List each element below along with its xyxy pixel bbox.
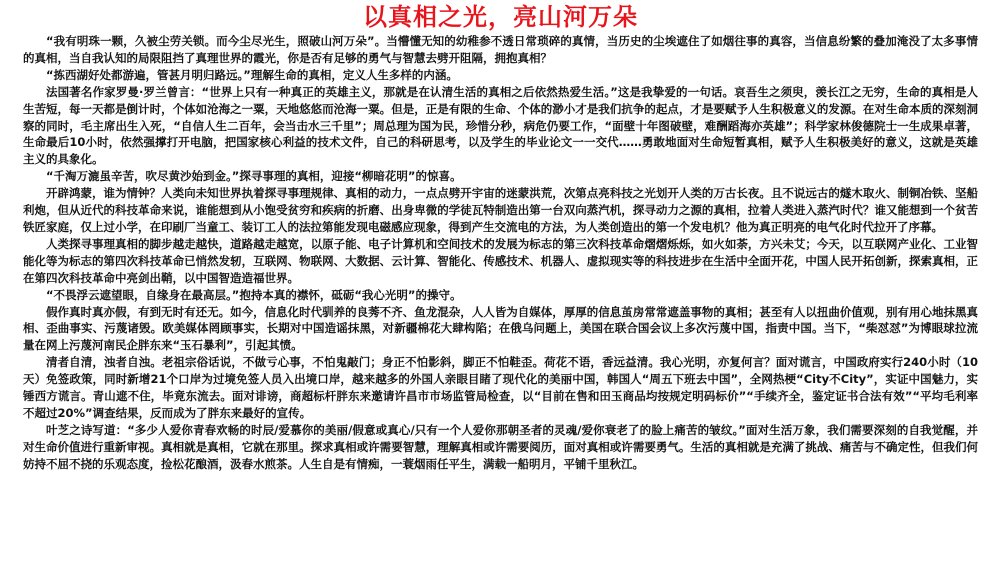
paragraph: “千淘万漉虽辛苦，吹尽黄沙始到金。”探寻事理的真相，迎接“柳暗花明”的惊喜。 <box>46 169 462 184</box>
essay-body <box>23 33 978 473</box>
paragraph: 开辟鸿蒙，谁为情钟？人类向未知世界执着探寻事理规律、真相的动力，一点点劈开宇宙的迷蒙洪荒，次第点亮科技之光划开人类的万古长夜。且不说远古的燧木取火、制铜冶铁、坚船利炮，但从近代的科技革命来说，谁能想到从小饱受贫穷和疾病的折磨、出身卑微的学徒瓦特制造出第一台双向蒸汽机，探寻动力之源的真相，拉着人类进入蒸汽时代？谁又能想到一个贫苦铁匠家庭，仅上过小学，在印刷厂当童工、装订工人的法拉第能发现电磁感应现象，得到产生交流电的方法，为人类创造出的第一个发电机？他为真正明亮的电气化时代拉开了序幕。 <box>23 186 978 234</box>
paragraph: 假作真时真亦假，有到无时有还无。如今，信息化时代驯养的良莠不齐、鱼龙混杂，人人皆为自媒体，厚厚的信息茧房常常遮盖事物的真相；甚至有人以扭曲价值观，别有用心地抹黑真相、歪曲事实、污蔑诸毁。欧美媒体罔顾事实，长期对中国造谣抹黑，对新疆棉花大肆构陷；在俄乌问题上，美国在联合国会议上多次污蔑中国，指责中国。当下，“柴怼怼”为博眼球拉流量在网上污蔑河南民企胖东来“玉石暴利”，引起其愤。 <box>23 304 978 353</box>
paragraph: 人类探寻事理真相的脚步越走越快，道路越走越宽，以原子能、电子计算机和空间技术的发展为标志的第三次科技革命熠熠烁烁，如火如荼，方兴未艾；今天，以互联网产业化、工业智能化等为标志的第四次科技革命已悄然发轫，互联网、物联网、大数据、云计算、智能化、传感技术、机器人、虚拟现实等的科技进步在生活中全面开花，中国人民开拓创新，探索真相，正在第四次科技革命中亮剑出鞘，以中国智造造福世界。 <box>23 236 978 285</box>
paragraph: 法国著名作家罗曼·罗兰曾言：“世界上只有一种真正的英雄主义，那就是在认清生活的真相之后依然热爱生活。”这是我挚爱的一句话。哀吾生之须臾，羡长江之无穷，生命的真相是人生苦短，每一天都是倒计时，个体如沧海之一粟，天地悠悠而沧海一粟。但是，正是有限的生命、个体的渺小才是我们抗争的起点，才是要赋予人生积极意义的发源。在对生命本质的深刻洞察的同时，毛主席出生入死，“自信人生二百年，会当击水三千里”；周总理为国为民，珍惜分秒，病危仍要工作，“面壁十年图破壁，难酬蹈海亦英雄”；科学家林俊德院士一生成果卓著，生命最后10小时，依然强撑打开电脑，把国家核心利益的技术文件，自己的科研思考，以及学生的毕业论文一一交代……勇敢地面对生命短暂真相，赋予人生积极美好的意义，这就是英雄主义的具象化。 <box>23 84 978 167</box>
paragraph: 叶芝之诗写道：“多少人爱你青春欢畅的时辰/爱慕你的美丽/假意或真心/只有一个人爱你那朝圣者的灵魂/爱你衰老了的脸上痛苦的皱纹。”面对生活万象，我们需要深刻的自我觉醒，并对生命价值进行重新审视。真相就是真相，它就在那里。探求真相或许需要智慧，理解真相或许需要阅历，面对真相或许需要勇气。生活的真相就是充满了挑战、痛苦与不确定性，但我们何妨持不屈不挠的乐观态度，捡松花酿酒，汲春水煎茶。人生自是有情痴，一蓑烟雨任平生，满载一船明月，平铺千里秋江。 <box>23 422 978 471</box>
paragraph: “我有明珠一颗，久被尘劳关锁。而今尘尽光生，照破山河万朵”。当懵懂无知的幼稚参不透日常琐碎的真情，当历史的尘埃遮住了如烟往事的真容，当信息纷繁的叠加淹没了太多事情的真相，当自我认知的局限阻挡了真理世界的霞光，你是否有足够的勇气与智慧去劈开阻隔，拥抱真相？ <box>23 34 978 65</box>
paragraph: 清者自清，浊者自浊。老祖宗俗话说，不做亏心事，不怕鬼敲门；身正不怕影斜，脚正不怕鞋歪。荷花不语，香远益清。我心光明，亦复何言？面对谎言，中国政府实行240小时（10天）免签政策，同时新增21个口岸为过境免签人员入出境口岸，越来越多的外国人亲眼目睹了现代化的美丽中国，韩国人“周五下班去中国”，全网热梗“City不City”，实证中国魅力，实锤西方谎言。青山遮不住，毕竟东流去。面对诽谤，商超标杆胖东来邀请许昌市市场监管局检查，以“目前在售和田玉商品均按规定明码标价”“手续齐全，鉴定证书合法有效”“平均毛利率不超过20%”调查结果，反而成为了胖东来最好的宣传。 <box>23 355 978 420</box>
paragraph: “拣西湖好处都游遍，管甚月明归路远。”理解生命的真相，定义人生多样的内涵。 <box>46 67 458 82</box>
paragraph: “不畏浮云遮望眼，自缘身在最高层。”抱持本真的襟怀，砥砺“我心光明”的操守。 <box>46 287 462 302</box>
essay-title: 以真相之光，亮山河万朵 <box>363 3 638 31</box>
